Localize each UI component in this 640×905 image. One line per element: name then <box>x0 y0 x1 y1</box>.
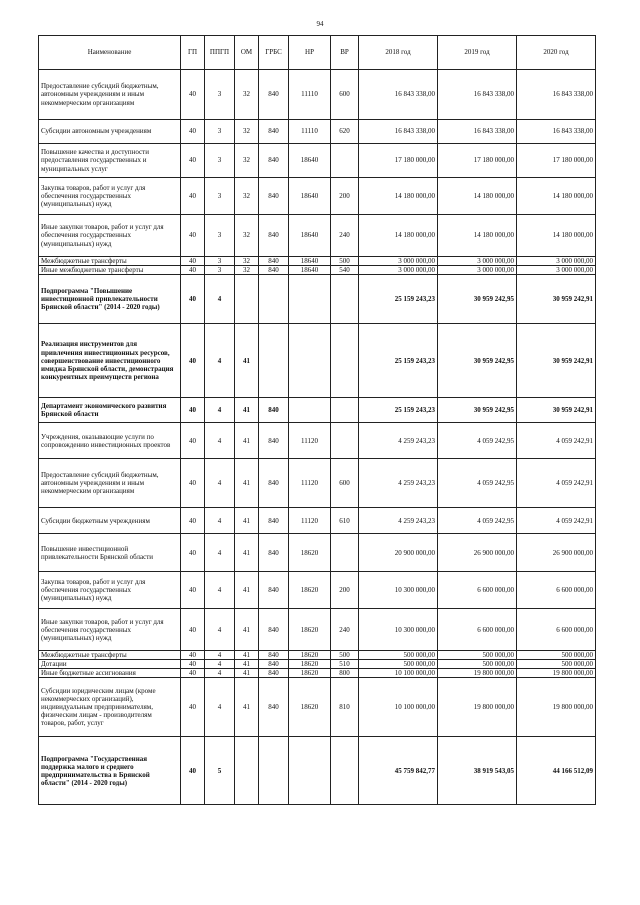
header-grbs: ГРБС <box>259 36 289 70</box>
cell-2020: 17 180 000,00 <box>517 144 596 178</box>
cell-2020: 19 800 000,00 <box>517 669 596 678</box>
cell-ppgp: 4 <box>205 275 235 324</box>
cell-2019: 6 600 000,00 <box>438 609 517 651</box>
cell-ppgp: 3 <box>205 70 235 120</box>
cell-2020: 4 059 242,91 <box>517 423 596 459</box>
table-row <box>39 609 596 651</box>
cell-2019: 4 059 242,95 <box>438 508 517 534</box>
cell-ppgp: 4 <box>205 423 235 459</box>
cell-vr <box>331 398 359 423</box>
cell-nr: 18640 <box>289 266 331 275</box>
cell-2018: 10 100 000,00 <box>359 678 438 737</box>
cell-2018: 4 259 243,23 <box>359 423 438 459</box>
cell-nr: 18620 <box>289 651 331 660</box>
cell-2020: 4 059 242,91 <box>517 459 596 508</box>
cell-2020: 500 000,00 <box>517 660 596 669</box>
cell-2018: 16 843 338,00 <box>359 70 438 120</box>
cell-2018: 3 000 000,00 <box>359 266 438 275</box>
cell-2019: 500 000,00 <box>438 660 517 669</box>
cell-nr <box>289 324 331 398</box>
cell-gp: 40 <box>181 609 205 651</box>
cell-name: Субсидии бюджетным учреждениям <box>39 508 181 534</box>
cell-vr <box>331 423 359 459</box>
cell-vr <box>331 144 359 178</box>
cell-2020: 44 166 512,09 <box>517 737 596 805</box>
cell-grbs: 840 <box>259 459 289 508</box>
table-row <box>39 508 596 534</box>
cell-om: 41 <box>235 508 259 534</box>
table-row <box>39 120 596 144</box>
cell-ppgp: 3 <box>205 215 235 257</box>
cell-om: 41 <box>235 609 259 651</box>
cell-nr: 18640 <box>289 144 331 178</box>
cell-name: Реализация инструментов для привлечения инвестиционных ресурсов, совершенствование инвестиционного имиджа Брянской области, демонстрация конкурентных преимуществ региона <box>39 324 181 398</box>
cell-grbs: 840 <box>259 120 289 144</box>
cell-nr: 18620 <box>289 669 331 678</box>
table-row <box>39 398 596 423</box>
cell-name: Подпрограмма "Государственная поддержка малого и среднего предпринимательства в Брянской области" (2014 - 2020 годы) <box>39 737 181 805</box>
cell-2019: 3 000 000,00 <box>438 266 517 275</box>
cell-name: Иные закупки товаров, работ и услуг для обеспечения государственных (муниципальных) нужд <box>39 215 181 257</box>
cell-gp: 40 <box>181 215 205 257</box>
cell-om: 32 <box>235 144 259 178</box>
cell-gp: 40 <box>181 257 205 266</box>
cell-vr <box>331 324 359 398</box>
cell-gp: 40 <box>181 660 205 669</box>
cell-vr <box>331 737 359 805</box>
table-row <box>39 423 596 459</box>
cell-gp: 40 <box>181 324 205 398</box>
cell-om: 41 <box>235 398 259 423</box>
cell-2019: 3 000 000,00 <box>438 257 517 266</box>
cell-2019: 500 000,00 <box>438 651 517 660</box>
cell-gp: 40 <box>181 423 205 459</box>
cell-ppgp: 4 <box>205 459 235 508</box>
cell-2018: 25 159 243,23 <box>359 324 438 398</box>
cell-gp: 40 <box>181 737 205 805</box>
cell-vr <box>331 534 359 572</box>
cell-nr: 18640 <box>289 215 331 257</box>
cell-vr: 620 <box>331 120 359 144</box>
cell-nr: 18620 <box>289 534 331 572</box>
table-row <box>39 660 596 669</box>
cell-name: Учреждения, оказывающие услуги по сопровождению инвестиционных проектов <box>39 423 181 459</box>
cell-ppgp: 4 <box>205 324 235 398</box>
cell-grbs: 840 <box>259 144 289 178</box>
cell-ppgp: 4 <box>205 609 235 651</box>
cell-name: Иные бюджетные ассигнования <box>39 669 181 678</box>
cell-vr: 610 <box>331 508 359 534</box>
table-row <box>39 178 596 215</box>
table-row <box>39 669 596 678</box>
cell-name: Предоставление субсидий бюджетным, автономным учреждениям и иным некоммерческим организациям <box>39 459 181 508</box>
page-number: 94 <box>316 20 324 28</box>
cell-2019: 4 059 242,95 <box>438 423 517 459</box>
cell-nr <box>289 737 331 805</box>
cell-om <box>235 275 259 324</box>
cell-ppgp: 4 <box>205 534 235 572</box>
cell-name: Закупка товаров, работ и услуг для обеспечения государственных (муниципальных) нужд <box>39 572 181 609</box>
cell-2018: 500 000,00 <box>359 660 438 669</box>
cell-gp: 40 <box>181 178 205 215</box>
cell-vr: 240 <box>331 609 359 651</box>
cell-vr: 810 <box>331 678 359 737</box>
cell-vr: 240 <box>331 215 359 257</box>
cell-name: Закупка товаров, работ и услуг для обеспечения государственных (муниципальных) нужд <box>39 178 181 215</box>
cell-om: 41 <box>235 459 259 508</box>
table-row <box>39 534 596 572</box>
table-row <box>39 275 596 324</box>
cell-2020: 19 800 000,00 <box>517 678 596 737</box>
header-om: ОМ <box>235 36 259 70</box>
cell-2018: 17 180 000,00 <box>359 144 438 178</box>
cell-om: 41 <box>235 534 259 572</box>
cell-2019: 30 959 242,95 <box>438 398 517 423</box>
cell-2018: 14 180 000,00 <box>359 178 438 215</box>
table-row <box>39 651 596 660</box>
cell-name: Подпрограмма "Повышение инвестиционной привлекательности Брянской области" (2014 - 2020 годы) <box>39 275 181 324</box>
cell-om: 41 <box>235 651 259 660</box>
cell-grbs: 840 <box>259 398 289 423</box>
cell-om: 41 <box>235 572 259 609</box>
cell-2019: 30 959 242,95 <box>438 324 517 398</box>
header-ppgp: ППГП <box>205 36 235 70</box>
cell-nr: 11110 <box>289 120 331 144</box>
cell-om: 32 <box>235 266 259 275</box>
cell-gp: 40 <box>181 459 205 508</box>
cell-2018: 3 000 000,00 <box>359 257 438 266</box>
cell-grbs: 840 <box>259 508 289 534</box>
cell-vr <box>331 275 359 324</box>
cell-ppgp: 3 <box>205 178 235 215</box>
table-row <box>39 266 596 275</box>
header-2019: 2019 год <box>438 36 517 70</box>
cell-2018: 500 000,00 <box>359 651 438 660</box>
cell-vr: 500 <box>331 257 359 266</box>
cell-nr <box>289 398 331 423</box>
cell-name: Повышение инвестиционной привлекательности Брянской области <box>39 534 181 572</box>
cell-grbs: 840 <box>259 609 289 651</box>
cell-gp: 40 <box>181 534 205 572</box>
cell-om: 32 <box>235 178 259 215</box>
cell-grbs: 840 <box>259 423 289 459</box>
cell-2018: 25 159 243,23 <box>359 398 438 423</box>
header-name: Наименование <box>39 36 181 70</box>
cell-gp: 40 <box>181 678 205 737</box>
cell-grbs: 840 <box>259 266 289 275</box>
cell-2019: 26 900 000,00 <box>438 534 517 572</box>
table-row <box>39 737 596 805</box>
cell-2020: 6 600 000,00 <box>517 572 596 609</box>
cell-2018: 10 300 000,00 <box>359 572 438 609</box>
cell-2019: 16 843 338,00 <box>438 120 517 144</box>
cell-ppgp: 3 <box>205 144 235 178</box>
cell-2020: 500 000,00 <box>517 651 596 660</box>
cell-vr: 800 <box>331 669 359 678</box>
cell-2019: 38 919 543,05 <box>438 737 517 805</box>
cell-2020: 4 059 242,91 <box>517 508 596 534</box>
cell-gp: 40 <box>181 275 205 324</box>
cell-om: 41 <box>235 669 259 678</box>
cell-ppgp: 3 <box>205 120 235 144</box>
cell-grbs: 840 <box>259 215 289 257</box>
cell-2020: 3 000 000,00 <box>517 257 596 266</box>
cell-2020: 14 180 000,00 <box>517 215 596 257</box>
cell-om: 41 <box>235 423 259 459</box>
cell-name: Департамент экономического развития Брянской области <box>39 398 181 423</box>
cell-ppgp: 4 <box>205 669 235 678</box>
cell-gp: 40 <box>181 70 205 120</box>
cell-grbs: 840 <box>259 678 289 737</box>
cell-gp: 40 <box>181 572 205 609</box>
cell-name: Иные закупки товаров, работ и услуг для обеспечения государственных (муниципальных) нужд <box>39 609 181 651</box>
cell-grbs: 840 <box>259 651 289 660</box>
cell-vr: 500 <box>331 651 359 660</box>
table-row <box>39 144 596 178</box>
cell-name: Субсидии автономным учреждениям <box>39 120 181 144</box>
cell-2019: 4 059 242,95 <box>438 459 517 508</box>
header-nr: НР <box>289 36 331 70</box>
cell-nr: 18620 <box>289 572 331 609</box>
header-row <box>39 36 596 70</box>
cell-2020: 6 600 000,00 <box>517 609 596 651</box>
cell-2018: 20 900 000,00 <box>359 534 438 572</box>
cell-name: Повышение качества и доступности предоставления государственных и муниципальных услуг <box>39 144 181 178</box>
cell-om: 32 <box>235 215 259 257</box>
cell-2020: 30 959 242,91 <box>517 398 596 423</box>
table-row <box>39 324 596 398</box>
cell-grbs <box>259 737 289 805</box>
cell-ppgp: 3 <box>205 266 235 275</box>
cell-vr: 600 <box>331 459 359 508</box>
cell-gp: 40 <box>181 398 205 423</box>
header-vr: ВР <box>331 36 359 70</box>
cell-grbs: 840 <box>259 178 289 215</box>
cell-name: Межбюджетные трансферты <box>39 651 181 660</box>
header-2018: 2018 год <box>359 36 438 70</box>
cell-2018: 14 180 000,00 <box>359 215 438 257</box>
cell-ppgp: 4 <box>205 660 235 669</box>
cell-grbs: 840 <box>259 660 289 669</box>
cell-gp: 40 <box>181 508 205 534</box>
cell-2019: 17 180 000,00 <box>438 144 517 178</box>
cell-gp: 40 <box>181 266 205 275</box>
cell-nr: 11120 <box>289 459 331 508</box>
cell-ppgp: 5 <box>205 737 235 805</box>
cell-vr: 200 <box>331 572 359 609</box>
cell-om: 32 <box>235 120 259 144</box>
budget-table <box>38 35 596 805</box>
cell-name: Межбюджетные трансферты <box>39 257 181 266</box>
table-row <box>39 70 596 120</box>
cell-2018: 4 259 243,23 <box>359 459 438 508</box>
cell-2018: 25 159 243,23 <box>359 275 438 324</box>
cell-grbs: 840 <box>259 572 289 609</box>
cell-grbs <box>259 324 289 398</box>
header-gp: ГП <box>181 36 205 70</box>
table-row <box>39 678 596 737</box>
cell-nr: 18620 <box>289 609 331 651</box>
cell-2019: 14 180 000,00 <box>438 215 517 257</box>
cell-2020: 30 959 242,91 <box>517 275 596 324</box>
table-row <box>39 572 596 609</box>
cell-gp: 40 <box>181 120 205 144</box>
cell-grbs: 840 <box>259 70 289 120</box>
cell-2020: 14 180 000,00 <box>517 178 596 215</box>
cell-nr: 18620 <box>289 660 331 669</box>
cell-nr: 11110 <box>289 70 331 120</box>
cell-vr: 200 <box>331 178 359 215</box>
cell-2020: 30 959 242,91 <box>517 324 596 398</box>
cell-grbs: 840 <box>259 257 289 266</box>
cell-ppgp: 3 <box>205 257 235 266</box>
cell-grbs: 840 <box>259 534 289 572</box>
cell-vr: 540 <box>331 266 359 275</box>
cell-nr: 18620 <box>289 678 331 737</box>
cell-nr: 18640 <box>289 178 331 215</box>
cell-name: Иные межбюджетные трансферты <box>39 266 181 275</box>
cell-ppgp: 4 <box>205 508 235 534</box>
cell-om: 32 <box>235 70 259 120</box>
cell-grbs <box>259 275 289 324</box>
cell-name: Субсидии юридическим лицам (кроме некоммерческих организаций), индивидуальным предпринимателям, физическим лицам - производителям товаров, работ, услуг <box>39 678 181 737</box>
cell-2018: 10 100 000,00 <box>359 669 438 678</box>
cell-nr: 11120 <box>289 508 331 534</box>
cell-gp: 40 <box>181 651 205 660</box>
header-2020: 2020 год <box>517 36 596 70</box>
cell-2019: 16 843 338,00 <box>438 70 517 120</box>
cell-2018: 4 259 243,23 <box>359 508 438 534</box>
cell-om: 41 <box>235 660 259 669</box>
table-row <box>39 215 596 257</box>
cell-om: 41 <box>235 324 259 398</box>
cell-2018: 10 300 000,00 <box>359 609 438 651</box>
table-row <box>39 257 596 266</box>
table-row <box>39 459 596 508</box>
cell-2019: 19 800 000,00 <box>438 678 517 737</box>
cell-grbs: 840 <box>259 669 289 678</box>
cell-ppgp: 4 <box>205 678 235 737</box>
cell-gp: 40 <box>181 669 205 678</box>
cell-2019: 14 180 000,00 <box>438 178 517 215</box>
cell-om: 41 <box>235 678 259 737</box>
table-body <box>39 70 596 805</box>
cell-ppgp: 4 <box>205 572 235 609</box>
cell-vr: 600 <box>331 70 359 120</box>
cell-name: Предоставление субсидий бюджетным, автономным учреждениям и иным некоммерческим организациям <box>39 70 181 120</box>
cell-2018: 16 843 338,00 <box>359 120 438 144</box>
cell-2019: 30 959 242,95 <box>438 275 517 324</box>
cell-gp: 40 <box>181 144 205 178</box>
cell-nr: 18640 <box>289 257 331 266</box>
cell-nr <box>289 275 331 324</box>
cell-2018: 45 759 842,77 <box>359 737 438 805</box>
cell-nr: 11120 <box>289 423 331 459</box>
cell-2020: 26 900 000,00 <box>517 534 596 572</box>
cell-ppgp: 4 <box>205 651 235 660</box>
cell-ppgp: 4 <box>205 398 235 423</box>
cell-2020: 16 843 338,00 <box>517 120 596 144</box>
cell-vr: 510 <box>331 660 359 669</box>
cell-2019: 6 600 000,00 <box>438 572 517 609</box>
cell-name: Дотации <box>39 660 181 669</box>
cell-om: 32 <box>235 257 259 266</box>
cell-2020: 3 000 000,00 <box>517 266 596 275</box>
cell-2020: 16 843 338,00 <box>517 70 596 120</box>
cell-om <box>235 737 259 805</box>
cell-2019: 19 800 000,00 <box>438 669 517 678</box>
